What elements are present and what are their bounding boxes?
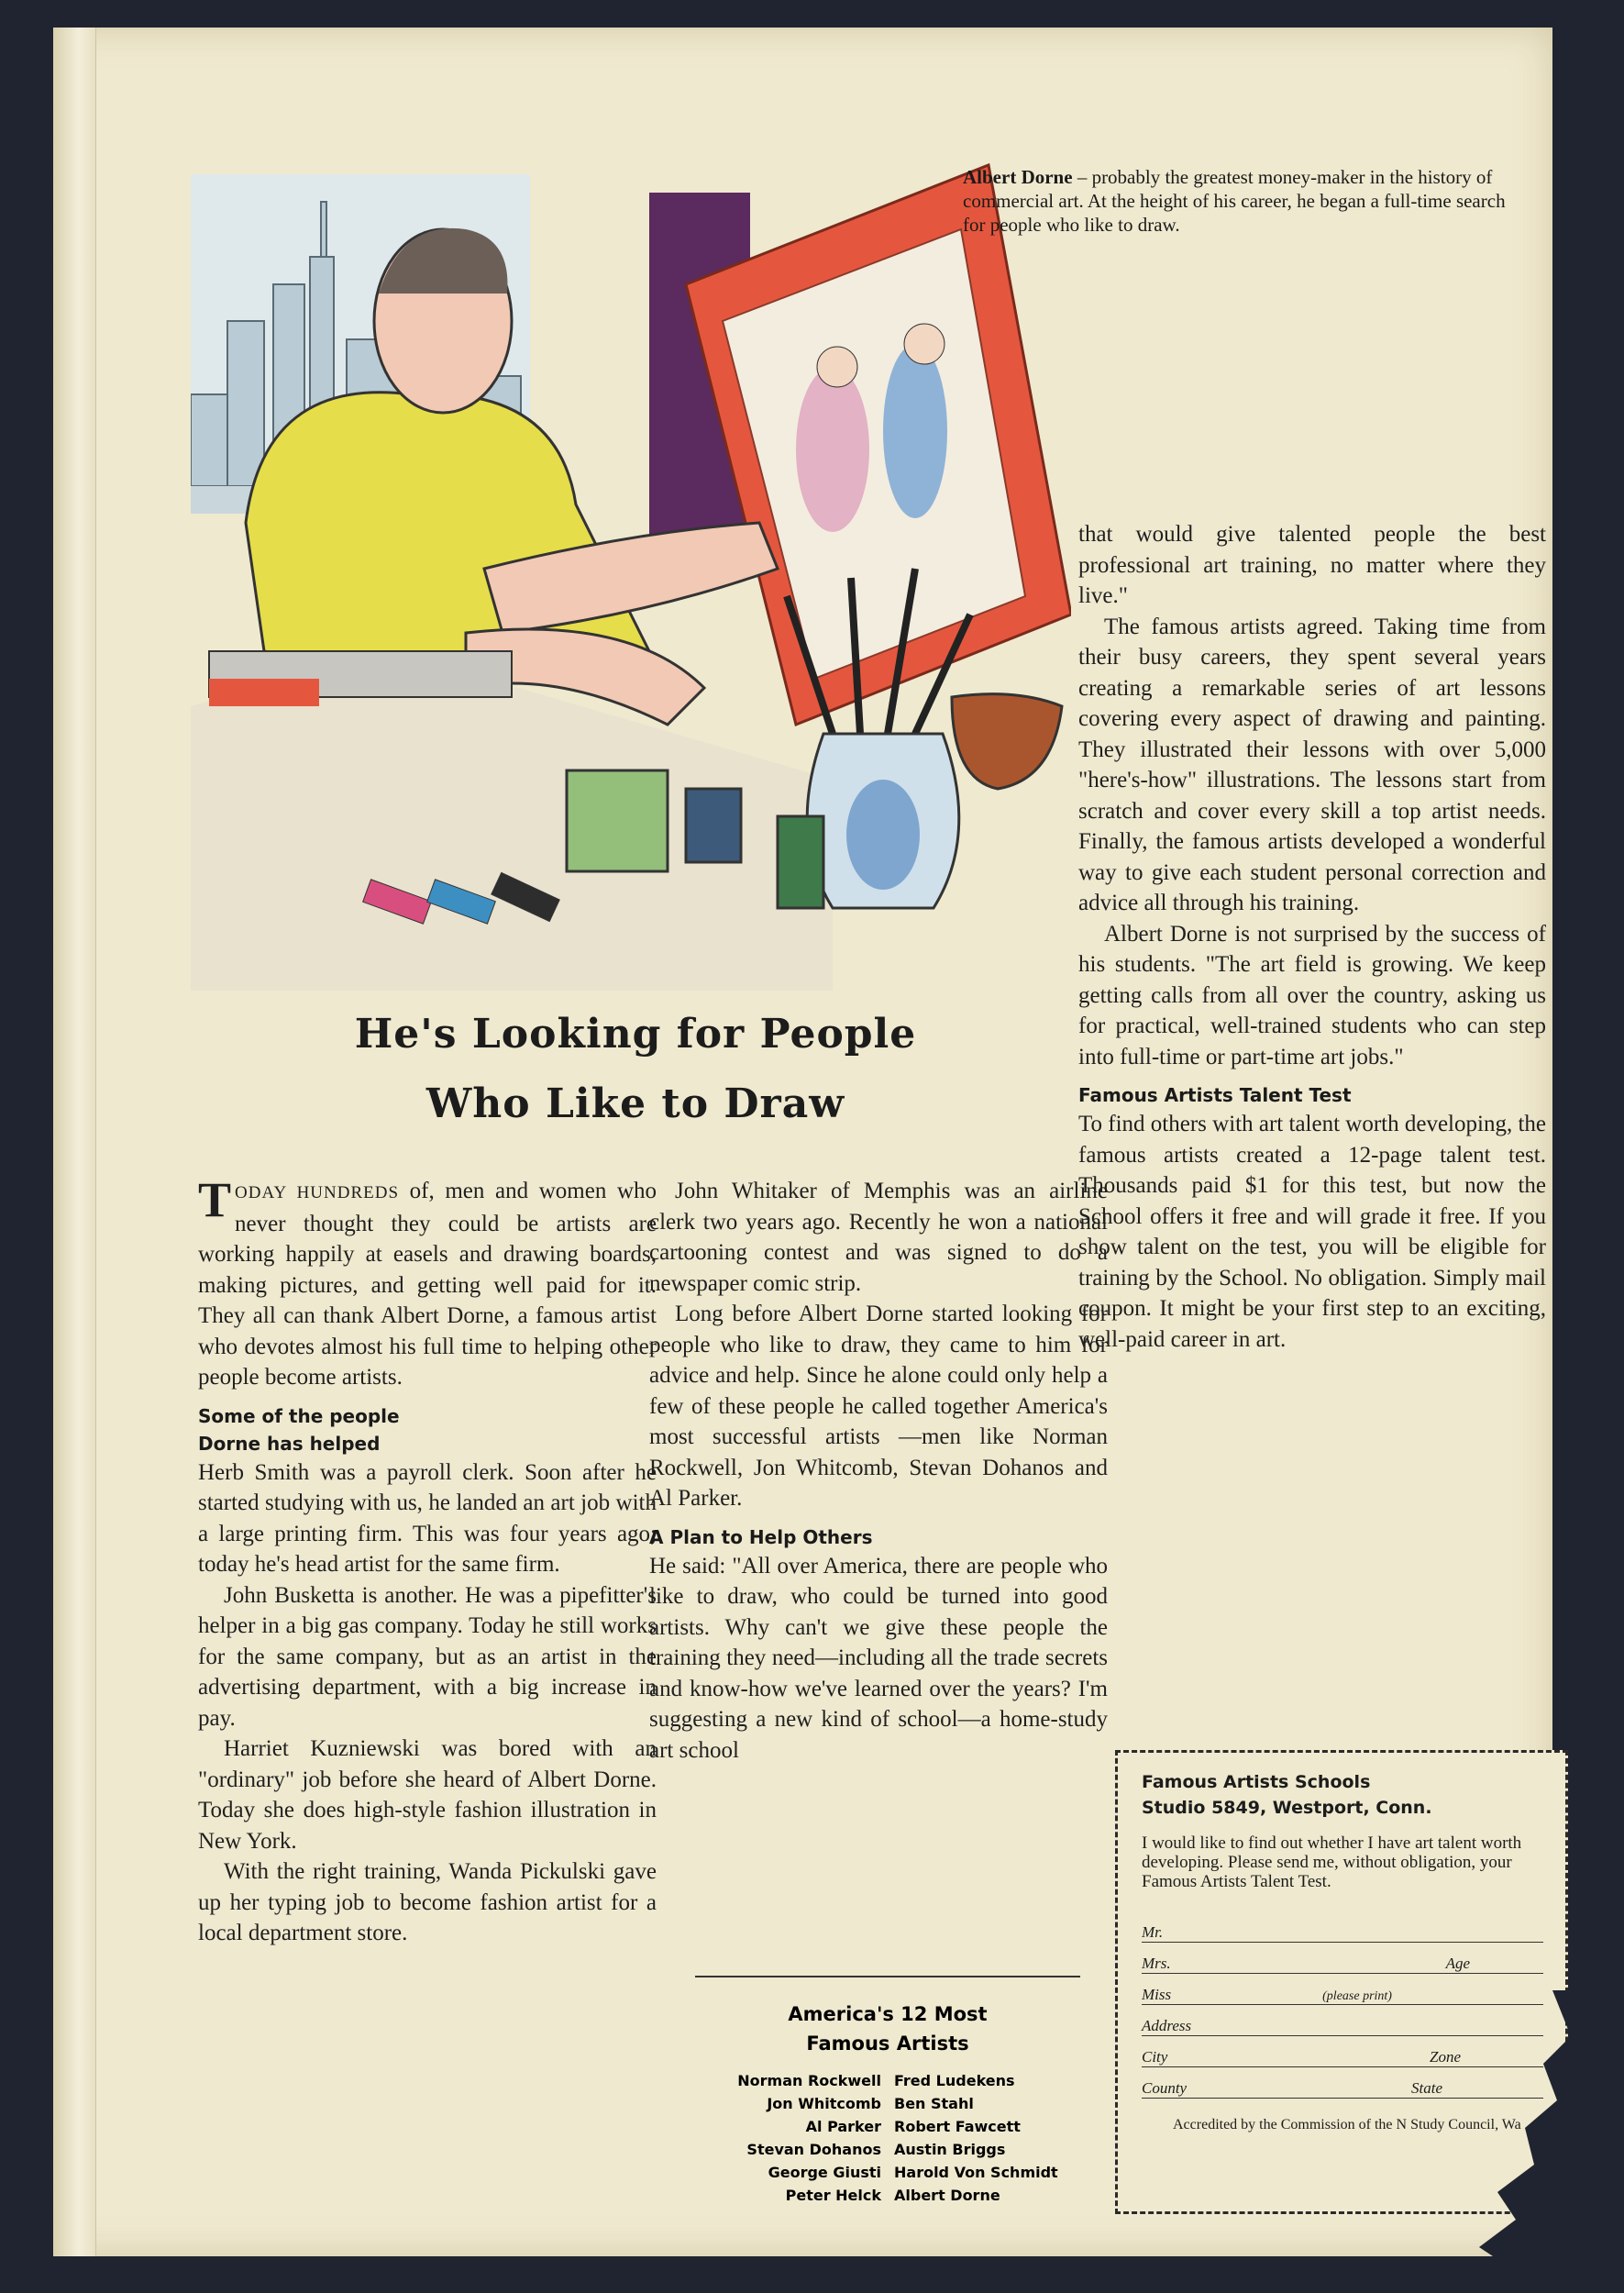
caption-text: – probably the greatest money-maker in the history of commercial art. At the height of his career, he began a full-time search for people who like to draw. bbox=[963, 166, 1506, 236]
caption-name: Albert Dorne bbox=[963, 166, 1073, 188]
county-label: County bbox=[1142, 2079, 1188, 2097]
artist-name: Austin Briggs bbox=[894, 2141, 1006, 2158]
headline-line2: Who Like to Draw bbox=[425, 1080, 845, 1127]
paint-bowl bbox=[952, 694, 1062, 789]
paragraph: John Busketta is another. He was a pipefitter's helper in a big gas company. Today he still works for the same company, but as an artist in the advertising department, with a big increase in pay. bbox=[198, 1582, 657, 1731]
page-spine bbox=[53, 28, 96, 2256]
paragraph bbox=[198, 1172, 657, 1393]
artist-illustration bbox=[191, 138, 1071, 991]
lead-smallcaps: ODAY HUNDREDS bbox=[235, 1183, 400, 1202]
artist-name: Peter Helck bbox=[785, 2187, 881, 2204]
artists-title-line1: America's 12 Most bbox=[788, 2003, 988, 2025]
coupon-body: I would like to find out whether I have art talent worth developing. Please send me, without obligation, your Famous Artists Talent Test. bbox=[1142, 1833, 1522, 1891]
paragraph-text: of, men and women who never thought they could be artists are working happily at easels and drawing boards, making pictures, and getting well paid for it. They all can thank Albert Dorne, a famous artist who devotes almost his full time to helping other people become artists. bbox=[198, 1179, 657, 1390]
comic-page bbox=[53, 28, 1552, 2256]
state-label: State bbox=[1411, 2079, 1442, 2097]
subhead: Famous Artists Talent Test bbox=[1078, 1084, 1352, 1106]
artist-name: Fred Ludekens bbox=[894, 2072, 1015, 2089]
divider bbox=[695, 1976, 1080, 1977]
name-field[interactable] bbox=[1142, 1911, 1543, 1943]
column-2 bbox=[649, 1176, 1108, 1766]
address-label: Address bbox=[1142, 2017, 1192, 2034]
paragraph: To find others with art talent worth developing, the famous artists created a 12-page talent test. Thousands paid $1 for this test, but now the School offers it free and will grade it free. If you show talent on the test, you will be eligible for training by the School. No obligation. Simply mail coupon. It might be your first step to an exciting, well-paid career in art. bbox=[1078, 1112, 1546, 1352]
artist-name: Al Parker bbox=[805, 2118, 881, 2135]
paragraph: He said: "All over America, there are people who like to draw, who could be turned into good artists. Why can't we give these people the training they need—including all the trade secrets and know-how we've learned over the years? I'm suggesting a new kind of school—a home-study art school bbox=[649, 1553, 1108, 1763]
paragraph: With the right training, Wanda Pickulski gave up her typing job to become fashion artist for a local department store. bbox=[198, 1859, 657, 1945]
paragraph: Long before Albert Dorne started looking for people who like to draw, they came to him for advice and help. Since he alone could only help a few of these people he called together America's most successful artists —men like Norman Rockwell, Jon Whitcomb, Stevan Dohanos and Al Parker. bbox=[649, 1302, 1108, 1511]
artist-name: Ben Stahl bbox=[894, 2095, 974, 2112]
artist-name: Norman Rockwell bbox=[737, 2072, 881, 2089]
artist-name: Jon Whitcomb bbox=[767, 2095, 881, 2112]
coupon-company: Famous Artists Schools bbox=[1142, 1772, 1371, 1792]
artist-name: Harold Von Schmidt bbox=[894, 2164, 1058, 2181]
illustration-caption bbox=[963, 165, 1513, 237]
miss-label: Miss bbox=[1142, 1986, 1172, 2003]
mrs-label: Mrs. bbox=[1142, 1955, 1171, 1972]
artist-name: George Giusti bbox=[768, 2164, 881, 2181]
artist-name: Robert Fawcett bbox=[894, 2118, 1021, 2135]
torn-corner bbox=[1470, 1990, 1617, 2293]
famous-artists-list bbox=[649, 1999, 1126, 2207]
headline bbox=[237, 1000, 1034, 1139]
artists-title-line2: Famous Artists bbox=[806, 2033, 969, 2055]
paragraph: John Whitaker of Memphis was an airline clerk two years ago. Recently he won a national cartooning contest and was signed to do a newspaper comic strip. bbox=[649, 1179, 1108, 1296]
paragraph: that would give talented people the best professional art training, no matter where they live." bbox=[1078, 522, 1546, 608]
please-print-label: (please print) bbox=[1322, 1989, 1392, 2003]
paragraph: Albert Dorne is not surprised by the success of his students. "The art field is growing. We keep getting calls from all over the country, asking us for practical, well-trained students who can step into full-time or part-time art jobs." bbox=[1078, 921, 1546, 1069]
subhead-line1: Some of the people bbox=[198, 1404, 400, 1427]
artists-grid bbox=[649, 2069, 1126, 2207]
subhead-line2: Dorne has helped bbox=[198, 1432, 381, 1455]
paragraph: The famous artists agreed. Taking time from their busy careers, they spent several years creating a remarkable series of art lessons covering every aspect of drawing and painting. They illustrated their lessons with over 5,000 "here's-how" illustrations. The lessons start from scratch and cover every skill a top artist needs. Finally, the famous artists developed a wonderful way to give each student personal correction and advice all through his training. bbox=[1078, 614, 1546, 915]
column-3 bbox=[1078, 519, 1546, 1355]
age-label: Age bbox=[1445, 1955, 1470, 1972]
headline-line1: He's Looking for People bbox=[354, 1011, 917, 1058]
paragraph: Herb Smith was a payroll clerk. Soon after he started studying with us, he landed an art job with a large printing firm. This was four years ago; today he's head artist for the same firm. bbox=[198, 1459, 657, 1577]
mrs-field[interactable] bbox=[1142, 1943, 1543, 1974]
accreditation-note: Accredited by the Commission of the N Study Council, Wa bbox=[1173, 2117, 1521, 2132]
city-label: City bbox=[1142, 2048, 1168, 2066]
coupon-address: Studio 5849, Westport, Conn. bbox=[1142, 1798, 1432, 1818]
paragraph: Harriet Kuzniewski was bored with an "ordinary" job before she heard of Albert Dorne. Today she does high-style fashion illustration in New York. bbox=[198, 1736, 657, 1854]
zone-label: Zone bbox=[1430, 2048, 1461, 2066]
mr-label: Mr. bbox=[1142, 1923, 1164, 1941]
artist-name: Stevan Dohanos bbox=[746, 2141, 881, 2158]
subhead bbox=[198, 1402, 657, 1457]
subhead: A Plan to Help Others bbox=[649, 1525, 873, 1548]
column-1 bbox=[198, 1172, 657, 1949]
coupon-header bbox=[1142, 1769, 1565, 1821]
drop-cap: T bbox=[198, 1172, 232, 1227]
artist-name: Albert Dorne bbox=[894, 2187, 1000, 2204]
